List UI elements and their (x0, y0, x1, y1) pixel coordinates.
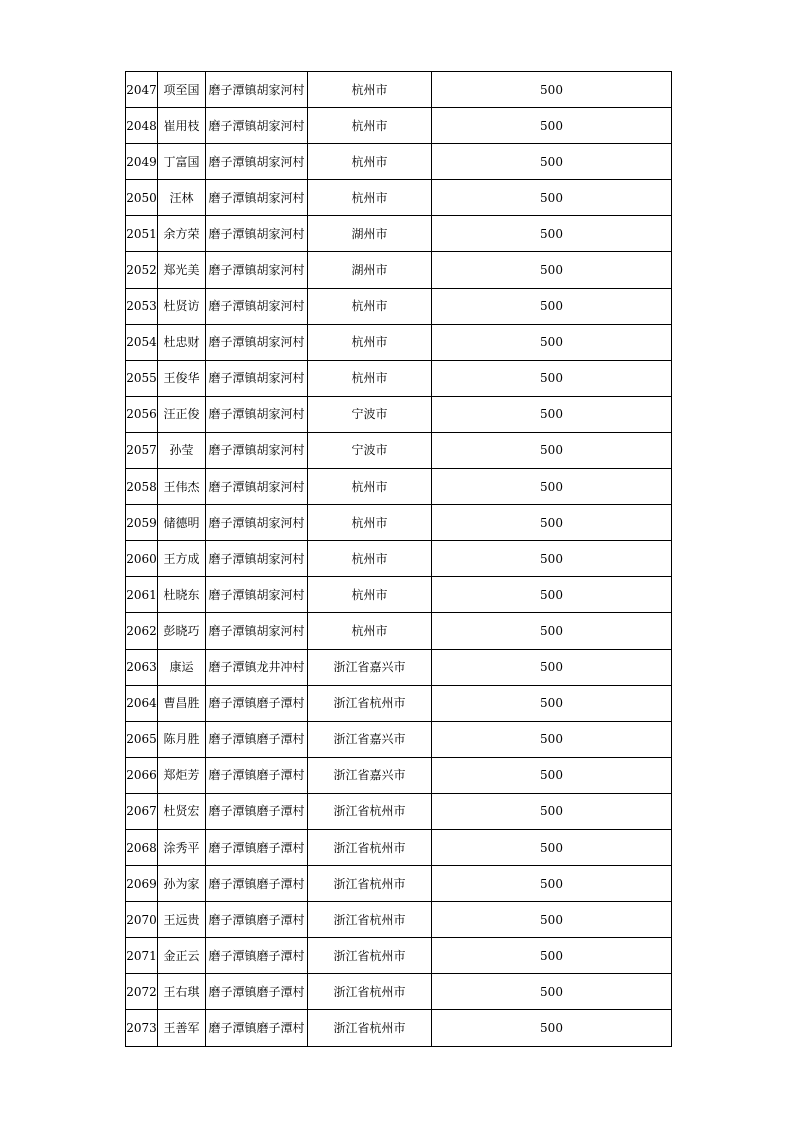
table-row (126, 324, 672, 360)
work-city-cell: 杭州市 (308, 72, 432, 108)
work-city-cell: 浙江省嘉兴市 (308, 649, 432, 685)
table-row (126, 938, 672, 974)
work-city-cell: 浙江省杭州市 (308, 938, 432, 974)
village-cell: 磨子潭镇磨子潭村 (206, 938, 308, 974)
amount-cell: 500 (432, 577, 672, 613)
person-name-cell: 彭晓巧 (158, 613, 206, 649)
work-city-cell: 杭州市 (308, 505, 432, 541)
village-cell: 磨子潭镇胡家河村 (206, 396, 308, 432)
person-name-cell: 王伟杰 (158, 469, 206, 505)
amount-cell: 500 (432, 829, 672, 865)
amount-cell: 500 (432, 902, 672, 938)
amount-cell: 500 (432, 974, 672, 1010)
work-city-cell: 杭州市 (308, 180, 432, 216)
work-city-cell: 杭州市 (308, 360, 432, 396)
person-name-cell: 孙为家 (158, 866, 206, 902)
table-row (126, 1010, 672, 1046)
person-name-cell: 崔用枝 (158, 108, 206, 144)
village-cell: 磨子潭镇胡家河村 (206, 360, 308, 396)
table-row (126, 829, 672, 865)
table-row (126, 288, 672, 324)
work-city-cell: 杭州市 (308, 288, 432, 324)
row-number-cell: 2058 (126, 469, 158, 505)
amount-cell: 500 (432, 180, 672, 216)
table-row (126, 902, 672, 938)
village-cell: 磨子潭镇磨子潭村 (206, 793, 308, 829)
work-city-cell: 浙江省嘉兴市 (308, 757, 432, 793)
amount-cell: 500 (432, 396, 672, 432)
table-row (126, 649, 672, 685)
amount-cell: 500 (432, 432, 672, 468)
table-row (126, 721, 672, 757)
amount-cell: 500 (432, 1010, 672, 1046)
person-name-cell: 王善军 (158, 1010, 206, 1046)
row-number-cell: 2048 (126, 108, 158, 144)
table-row (126, 108, 672, 144)
work-city-cell: 浙江省杭州市 (308, 902, 432, 938)
amount-cell: 500 (432, 324, 672, 360)
work-city-cell: 杭州市 (308, 324, 432, 360)
person-name-cell: 郑炬芳 (158, 757, 206, 793)
row-number-cell: 2057 (126, 432, 158, 468)
work-city-cell: 浙江省杭州市 (308, 974, 432, 1010)
amount-cell: 500 (432, 613, 672, 649)
work-city-cell: 宁波市 (308, 432, 432, 468)
table-row (126, 72, 672, 108)
work-city-cell: 浙江省杭州市 (308, 685, 432, 721)
row-number-cell: 2072 (126, 974, 158, 1010)
amount-cell: 500 (432, 252, 672, 288)
work-city-cell: 杭州市 (308, 469, 432, 505)
village-cell: 磨子潭镇胡家河村 (206, 505, 308, 541)
village-cell: 磨子潭镇胡家河村 (206, 324, 308, 360)
table-row (126, 432, 672, 468)
work-city-cell: 浙江省杭州市 (308, 793, 432, 829)
roster-table-body (126, 72, 672, 1047)
row-number-cell: 2073 (126, 1010, 158, 1046)
person-name-cell: 丁富国 (158, 144, 206, 180)
row-number-cell: 2062 (126, 613, 158, 649)
amount-cell: 500 (432, 469, 672, 505)
person-name-cell: 储德明 (158, 505, 206, 541)
table-row (126, 144, 672, 180)
table-row (126, 180, 672, 216)
person-name-cell: 涂秀平 (158, 829, 206, 865)
village-cell: 磨子潭镇胡家河村 (206, 541, 308, 577)
row-number-cell: 2060 (126, 541, 158, 577)
person-name-cell: 杜晓东 (158, 577, 206, 613)
person-name-cell: 曹昌胜 (158, 685, 206, 721)
work-city-cell: 杭州市 (308, 613, 432, 649)
person-name-cell: 杜贤访 (158, 288, 206, 324)
person-name-cell: 孙莹 (158, 432, 206, 468)
village-cell: 磨子潭镇胡家河村 (206, 216, 308, 252)
village-cell: 磨子潭镇胡家河村 (206, 613, 308, 649)
amount-cell: 500 (432, 757, 672, 793)
person-name-cell: 王右琪 (158, 974, 206, 1010)
table-row (126, 505, 672, 541)
row-number-cell: 2068 (126, 829, 158, 865)
row-number-cell: 2065 (126, 721, 158, 757)
row-number-cell: 2070 (126, 902, 158, 938)
amount-cell: 500 (432, 505, 672, 541)
village-cell: 磨子潭镇磨子潭村 (206, 902, 308, 938)
row-number-cell: 2066 (126, 757, 158, 793)
village-cell: 磨子潭镇胡家河村 (206, 252, 308, 288)
table-row (126, 360, 672, 396)
village-cell: 磨子潭镇磨子潭村 (206, 721, 308, 757)
village-cell: 磨子潭镇磨子潭村 (206, 866, 308, 902)
person-name-cell: 王俊华 (158, 360, 206, 396)
table-row (126, 613, 672, 649)
roster-table (125, 71, 672, 1047)
row-number-cell: 2056 (126, 396, 158, 432)
row-number-cell: 2050 (126, 180, 158, 216)
table-row (126, 252, 672, 288)
work-city-cell: 杭州市 (308, 108, 432, 144)
amount-cell: 500 (432, 360, 672, 396)
row-number-cell: 2054 (126, 324, 158, 360)
work-city-cell: 湖州市 (308, 216, 432, 252)
table-row (126, 216, 672, 252)
village-cell: 磨子潭镇胡家河村 (206, 432, 308, 468)
row-number-cell: 2049 (126, 144, 158, 180)
amount-cell: 500 (432, 541, 672, 577)
table-row (126, 685, 672, 721)
row-number-cell: 2059 (126, 505, 158, 541)
person-name-cell: 郑光美 (158, 252, 206, 288)
village-cell: 磨子潭镇磨子潭村 (206, 1010, 308, 1046)
work-city-cell: 浙江省杭州市 (308, 1010, 432, 1046)
person-name-cell: 金正云 (158, 938, 206, 974)
village-cell: 磨子潭镇胡家河村 (206, 144, 308, 180)
table-row (126, 793, 672, 829)
table-row (126, 757, 672, 793)
work-city-cell: 湖州市 (308, 252, 432, 288)
work-city-cell: 杭州市 (308, 144, 432, 180)
amount-cell: 500 (432, 938, 672, 974)
person-name-cell: 项至国 (158, 72, 206, 108)
person-name-cell: 王远贵 (158, 902, 206, 938)
work-city-cell: 浙江省嘉兴市 (308, 721, 432, 757)
work-city-cell: 浙江省杭州市 (308, 866, 432, 902)
amount-cell: 500 (432, 72, 672, 108)
amount-cell: 500 (432, 288, 672, 324)
amount-cell: 500 (432, 721, 672, 757)
row-number-cell: 2051 (126, 216, 158, 252)
person-name-cell: 王方成 (158, 541, 206, 577)
amount-cell: 500 (432, 108, 672, 144)
village-cell: 磨子潭镇胡家河村 (206, 108, 308, 144)
table-row (126, 577, 672, 613)
amount-cell: 500 (432, 216, 672, 252)
village-cell: 磨子潭镇胡家河村 (206, 180, 308, 216)
work-city-cell: 宁波市 (308, 396, 432, 432)
row-number-cell: 2061 (126, 577, 158, 613)
table-row (126, 469, 672, 505)
person-name-cell: 汪林 (158, 180, 206, 216)
village-cell: 磨子潭镇磨子潭村 (206, 685, 308, 721)
row-number-cell: 2064 (126, 685, 158, 721)
village-cell: 磨子潭镇磨子潭村 (206, 757, 308, 793)
amount-cell: 500 (432, 649, 672, 685)
table-row (126, 541, 672, 577)
row-number-cell: 2047 (126, 72, 158, 108)
person-name-cell: 汪正俊 (158, 396, 206, 432)
row-number-cell: 2067 (126, 793, 158, 829)
person-name-cell: 余方荣 (158, 216, 206, 252)
row-number-cell: 2052 (126, 252, 158, 288)
table-row (126, 396, 672, 432)
village-cell: 磨子潭镇胡家河村 (206, 72, 308, 108)
village-cell: 磨子潭镇磨子潭村 (206, 829, 308, 865)
row-number-cell: 2055 (126, 360, 158, 396)
village-cell: 磨子潭镇胡家河村 (206, 288, 308, 324)
row-number-cell: 2069 (126, 866, 158, 902)
work-city-cell: 杭州市 (308, 541, 432, 577)
row-number-cell: 2063 (126, 649, 158, 685)
work-city-cell: 浙江省杭州市 (308, 829, 432, 865)
row-number-cell: 2053 (126, 288, 158, 324)
row-number-cell: 2071 (126, 938, 158, 974)
amount-cell: 500 (432, 866, 672, 902)
person-name-cell: 杜贤宏 (158, 793, 206, 829)
amount-cell: 500 (432, 793, 672, 829)
person-name-cell: 陈月胜 (158, 721, 206, 757)
village-cell: 磨子潭镇胡家河村 (206, 469, 308, 505)
amount-cell: 500 (432, 685, 672, 721)
work-city-cell: 杭州市 (308, 577, 432, 613)
amount-cell: 500 (432, 144, 672, 180)
person-name-cell: 康运 (158, 649, 206, 685)
village-cell: 磨子潭镇胡家河村 (206, 577, 308, 613)
person-name-cell: 杜忠财 (158, 324, 206, 360)
table-row (126, 974, 672, 1010)
village-cell: 磨子潭镇龙井冲村 (206, 649, 308, 685)
table-row (126, 866, 672, 902)
village-cell: 磨子潭镇磨子潭村 (206, 974, 308, 1010)
